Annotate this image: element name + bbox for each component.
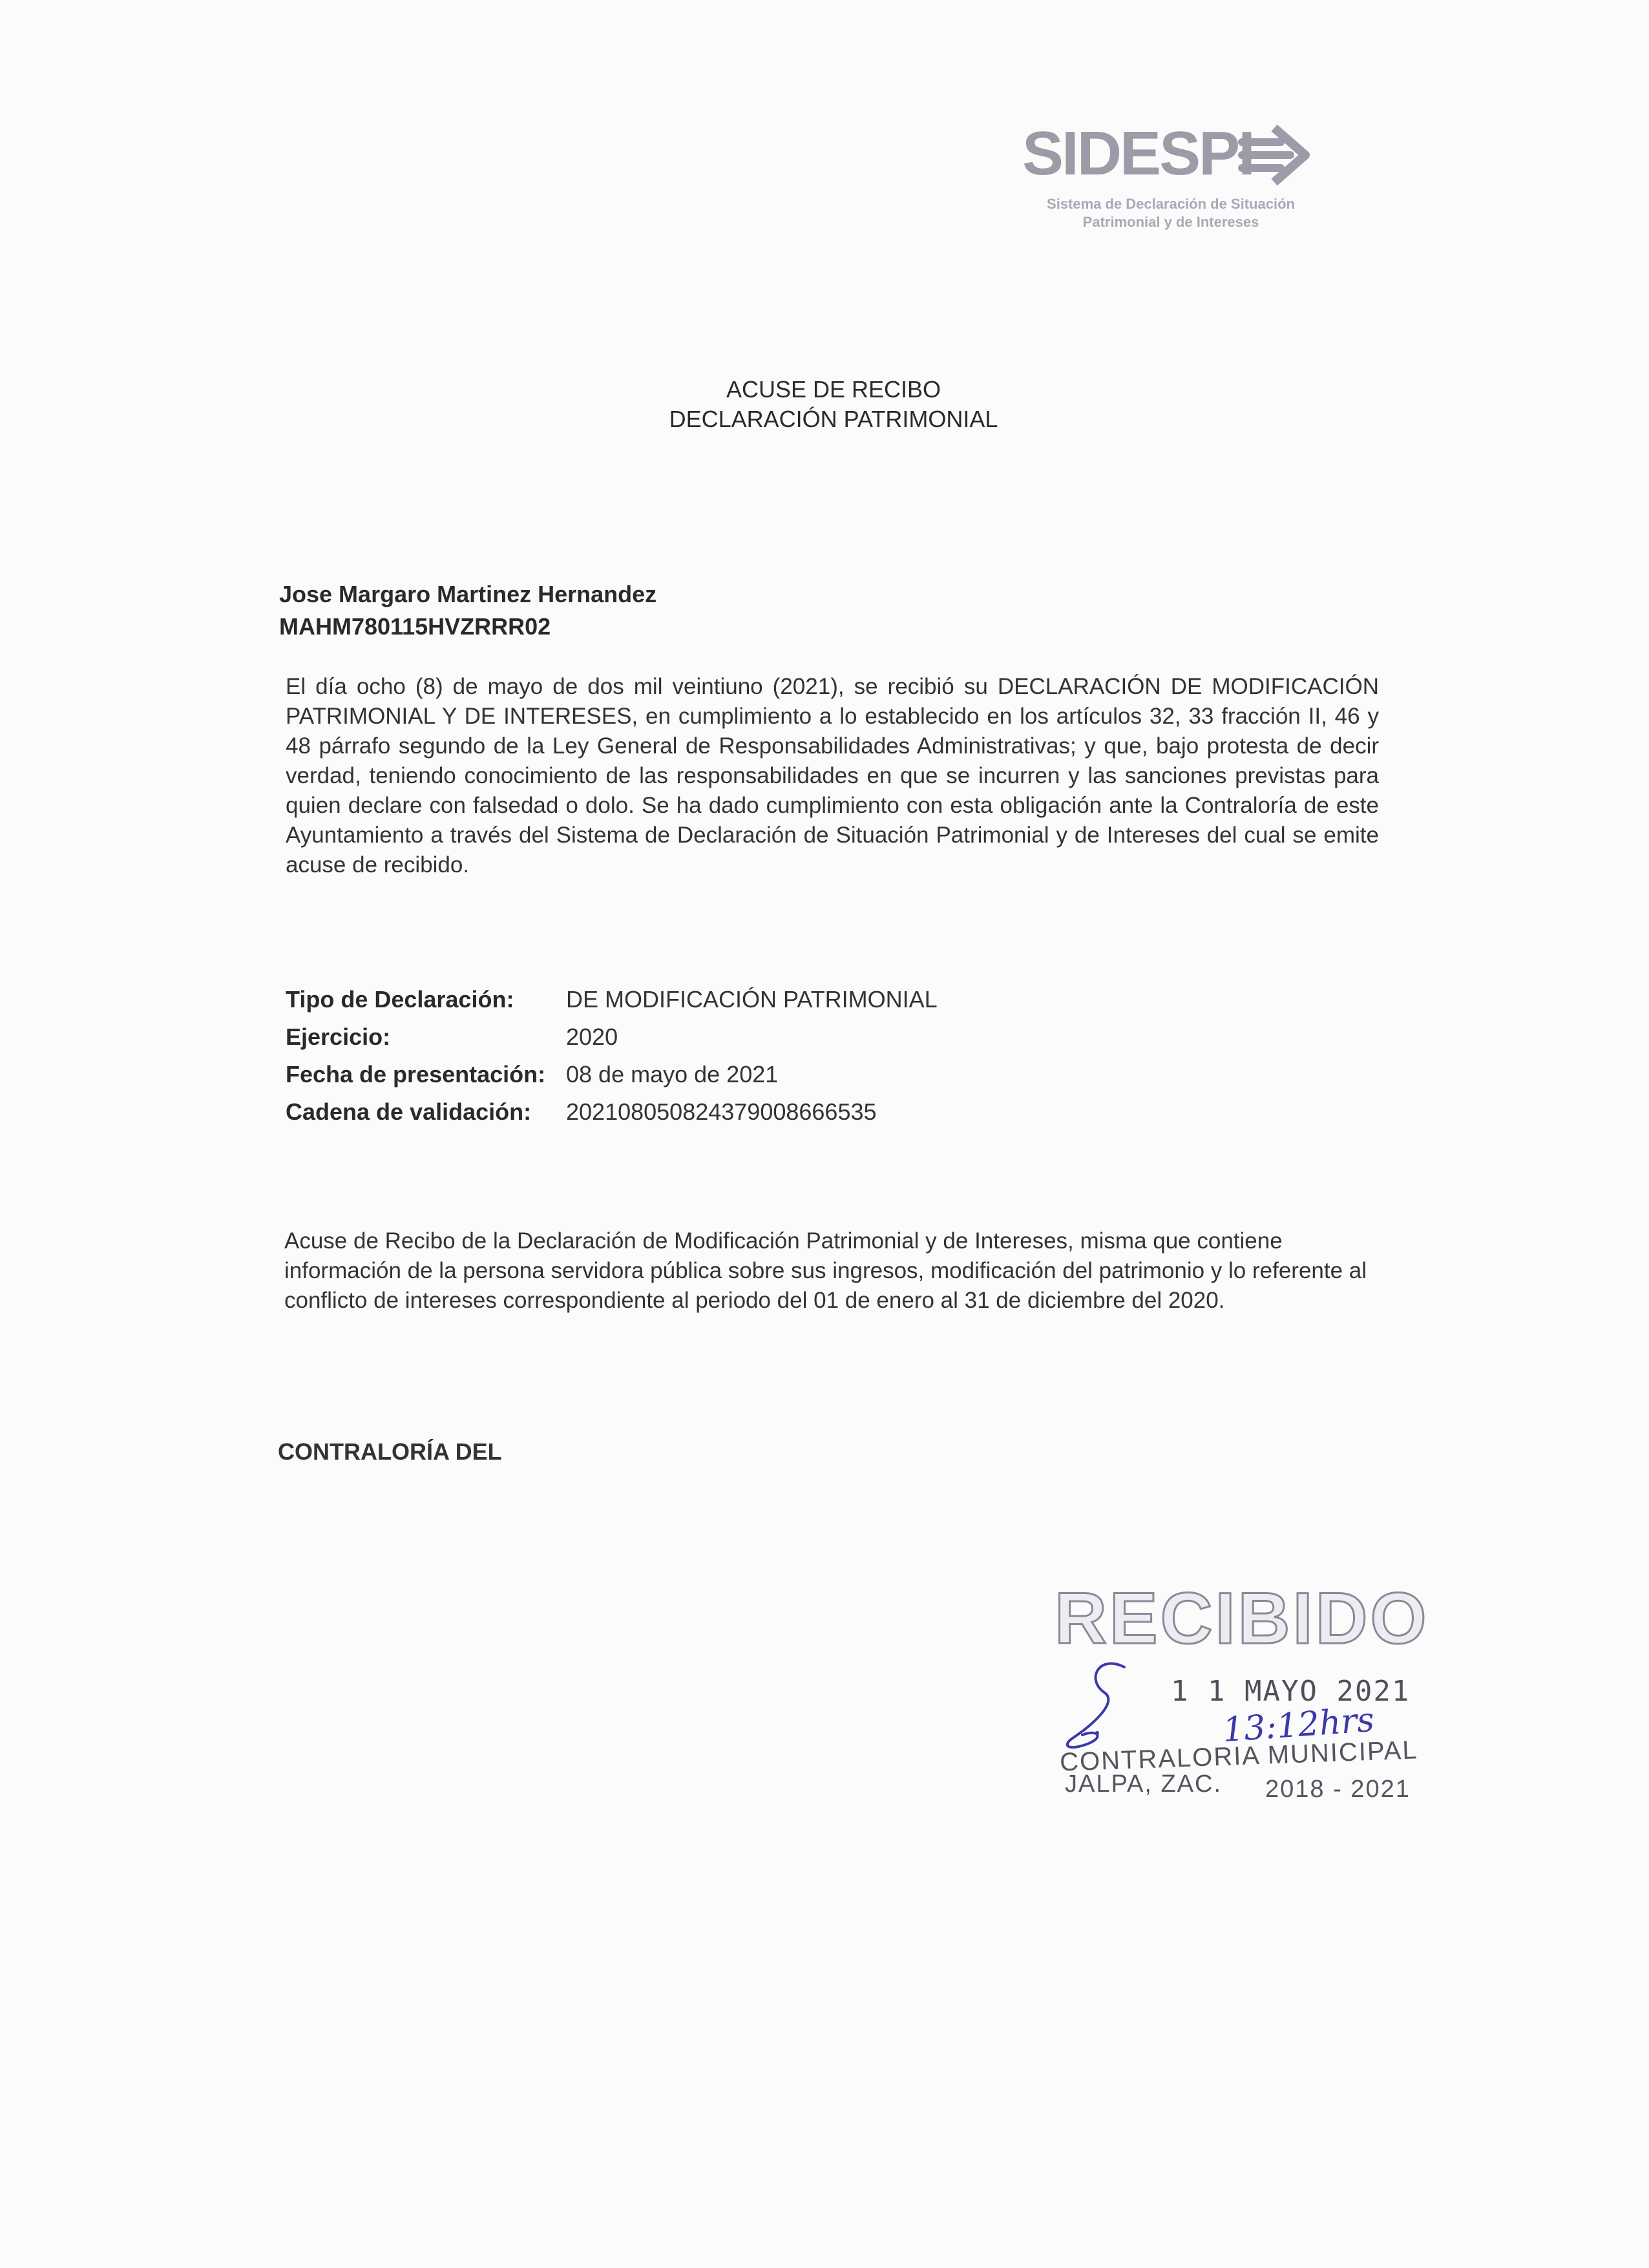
field-label: Ejercicio: <box>286 1024 391 1050</box>
stamp-years: 2018 - 2021 <box>1265 1776 1411 1803</box>
stamp-office: CONTRALORIA MUNICIPAL <box>1059 1736 1419 1777</box>
title-line-1: ACUSE DE RECIBO <box>726 376 941 403</box>
stamp-heading: RECIBIDO <box>1055 1578 1429 1659</box>
field-value: 20210805082437900866653​5 <box>566 1098 877 1125</box>
logo-tagline-line-2: Patrimonial y de Intereses <box>1082 214 1259 230</box>
logo-wordmark: SIDESPI <box>1022 119 1254 188</box>
logo-tagline <box>1022 195 1319 231</box>
declarant-block <box>279 578 656 643</box>
field-value: 08 de mayo de 2021 <box>566 1061 779 1087</box>
handwritten-signature <box>1047 1654 1176 1758</box>
field-value: 2020 <box>566 1024 618 1050</box>
declarant-name: Jose Margaro Martinez Hernandez <box>279 581 657 607</box>
body-paragraph: El día ocho (8) de mayo de dos mil veintiuno (2021), se recibió su DECLARACIÓN DE MODIFICACIÓN PATRIMONIAL Y DE INTERESES, en cumplimiento a lo establecido en los artículos 32, 33 fracción II, 46 y 48 párrafo segundo de la Ley General de Responsabilidades Administrativas; y que, bajo protesta de decir verdad, teniendo conocimiento de las responsabilidades en que se incurren y las sanciones previstas para quien declare con falsedad o dolo. Se ha dado cumplimiento con esta obligación ante la Contraloría de este Ayuntamiento a través del Sistema de Declaración de Situación Patrimonial y de Intereses del cual se emite acuse de recibido. <box>286 674 1379 877</box>
field-label: Cadena de validación: <box>286 1098 532 1125</box>
stamp-date: 1 1 MAYO 2021 <box>1171 1675 1411 1708</box>
sidespi-logo <box>1022 119 1319 246</box>
field-label: Tipo de Declaración: <box>286 986 514 1013</box>
received-stamp <box>1047 1577 1499 1809</box>
title-line-2: DECLARACIÓN PATRIMONIAL <box>669 406 998 432</box>
field-value: DE MODIFICACIÓN PATRIMONIAL <box>566 986 938 1013</box>
field-label: Fecha de presentación: <box>286 1061 546 1087</box>
document-title <box>0 375 1649 434</box>
arrow-icon <box>1235 123 1313 187</box>
stamp-handwritten-time: 13:12hrs <box>1221 1700 1376 1750</box>
logo-tagline-line-1: Sistema de Declaración de Situación <box>1047 196 1295 212</box>
stamp-city: JALPA, ZAC. <box>1065 1770 1223 1798</box>
note-paragraph: Acuse de Recibo de la Declaración de Modificación Patrimonial y de Intereses, misma que contiene información de la persona servidora pública sobre sus ingresos, modificación del patrimonio y lo referente al conflicto de intereses correspondiente al periodo del 01 de enero al 31 de diciembre del 2020. <box>284 1228 1367 1313</box>
issuer-label: CONTRALORÍA DEL <box>278 1438 502 1465</box>
declarant-rfc: MAHM780115HVZRRR02 <box>279 613 551 640</box>
